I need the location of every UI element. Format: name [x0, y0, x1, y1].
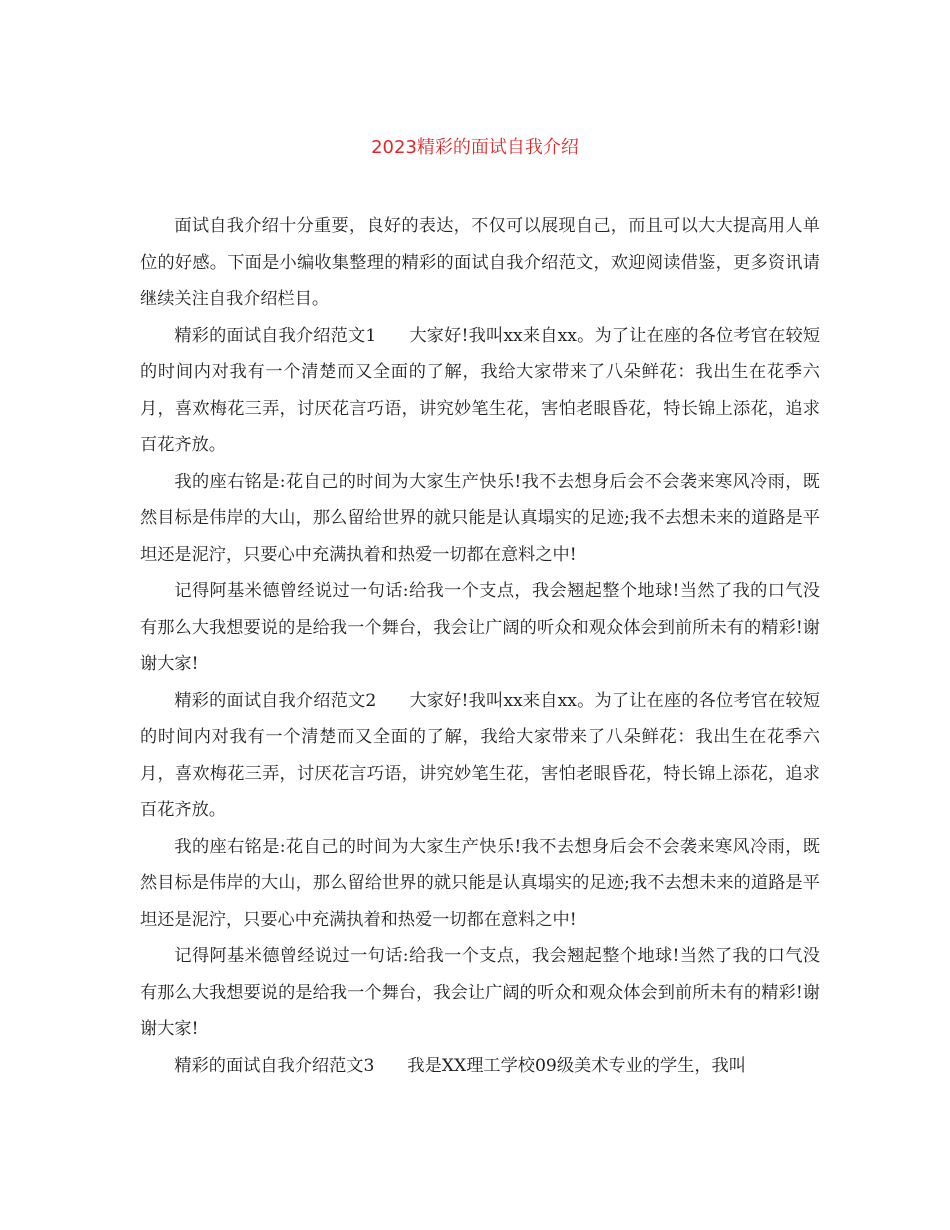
sample-2-paragraph — [140, 683, 820, 829]
motto-paragraph — [140, 464, 820, 574]
paragraph-text: 记得阿基米德曾经说过一句话:给我一个支点，我会翘起整个地球!当然了我的口气没有那么大我想要说的是给我一个舞台，我会让广阔的听众和观众体会到前所未有的精彩!谢谢大家! — [140, 581, 820, 674]
document-body — [140, 208, 820, 1084]
document-title: 2023精彩的面试自我介绍 — [371, 137, 579, 158]
sample-heading: 精彩的面试自我介绍范文1 — [174, 325, 377, 346]
intro-paragraph — [140, 208, 820, 318]
paragraph-text: 大家好!我叫xx来自xx。为了让在座的各位考官在较短的时间内对我有一个清楚而又全面的了解，我给大家带来了八朵鲜花：我出生在花季六月，喜欢梅花三弄，讨厌花言巧语，讲究妙笔生花，害怕老眼昏花，特长锦上添花，追求百花齐放。 — [140, 690, 821, 820]
sample-heading: 精彩的面试自我介绍范文2 — [174, 690, 377, 711]
paragraph-text: 我的座右铭是:花自己的时间为大家生产快乐!我不去想身后会不会袭来寒风冷雨，既然目标是伟岸的大山，那么留给世界的就只能是认真塌实的足迹;我不去想未来的道路是平坦还是泥泞，只要心中充满执着和热爱一切都在意料之中! — [140, 471, 820, 565]
archimedes-paragraph — [140, 938, 820, 1048]
sample-3-paragraph — [140, 1048, 820, 1085]
paragraph-text: 面试自我介绍十分重要，良好的表达，不仅可以展现自己，而且可以大大提高用人单位的好感。下面是小编收集整理的精彩的面试自我介绍范文，欢迎阅读借鉴，更多资讯请继续关注自我介绍栏目。 — [140, 216, 820, 309]
paragraph-text: 我的座右铭是:花自己的时间为大家生产快乐!我不去想身后会不会袭来寒风冷雨，既然目标是伟岸的大山，那么留给世界的就只能是认真塌实的足迹;我不去想未来的道路是平坦还是泥泞，只要心中充满执着和热爱一切都在意料之中! — [140, 836, 820, 930]
paragraph-text: 大家好!我叫xx来自xx。为了让在座的各位考官在较短的时间内对我有一个清楚而又全面的了解，我给大家带来了八朵鲜花：我出生在花季六月，喜欢梅花三弄，讨厌花言巧语，讲究妙笔生花，害怕老眼昏花，特长锦上添花，追求百花齐放。 — [140, 325, 821, 455]
paragraph-text: 我是XX理工学校09级美术专业的学生，我叫 — [407, 1055, 746, 1076]
motto-paragraph — [140, 829, 820, 939]
sample-1-paragraph — [140, 318, 820, 464]
archimedes-paragraph — [140, 573, 820, 683]
paragraph-text: 记得阿基米德曾经说过一句话:给我一个支点，我会翘起整个地球!当然了我的口气没有那么大我想要说的是给我一个舞台，我会让广阔的听众和观众体会到前所未有的精彩!谢谢大家! — [140, 946, 820, 1039]
sample-heading: 精彩的面试自我介绍范文3 — [174, 1055, 375, 1076]
